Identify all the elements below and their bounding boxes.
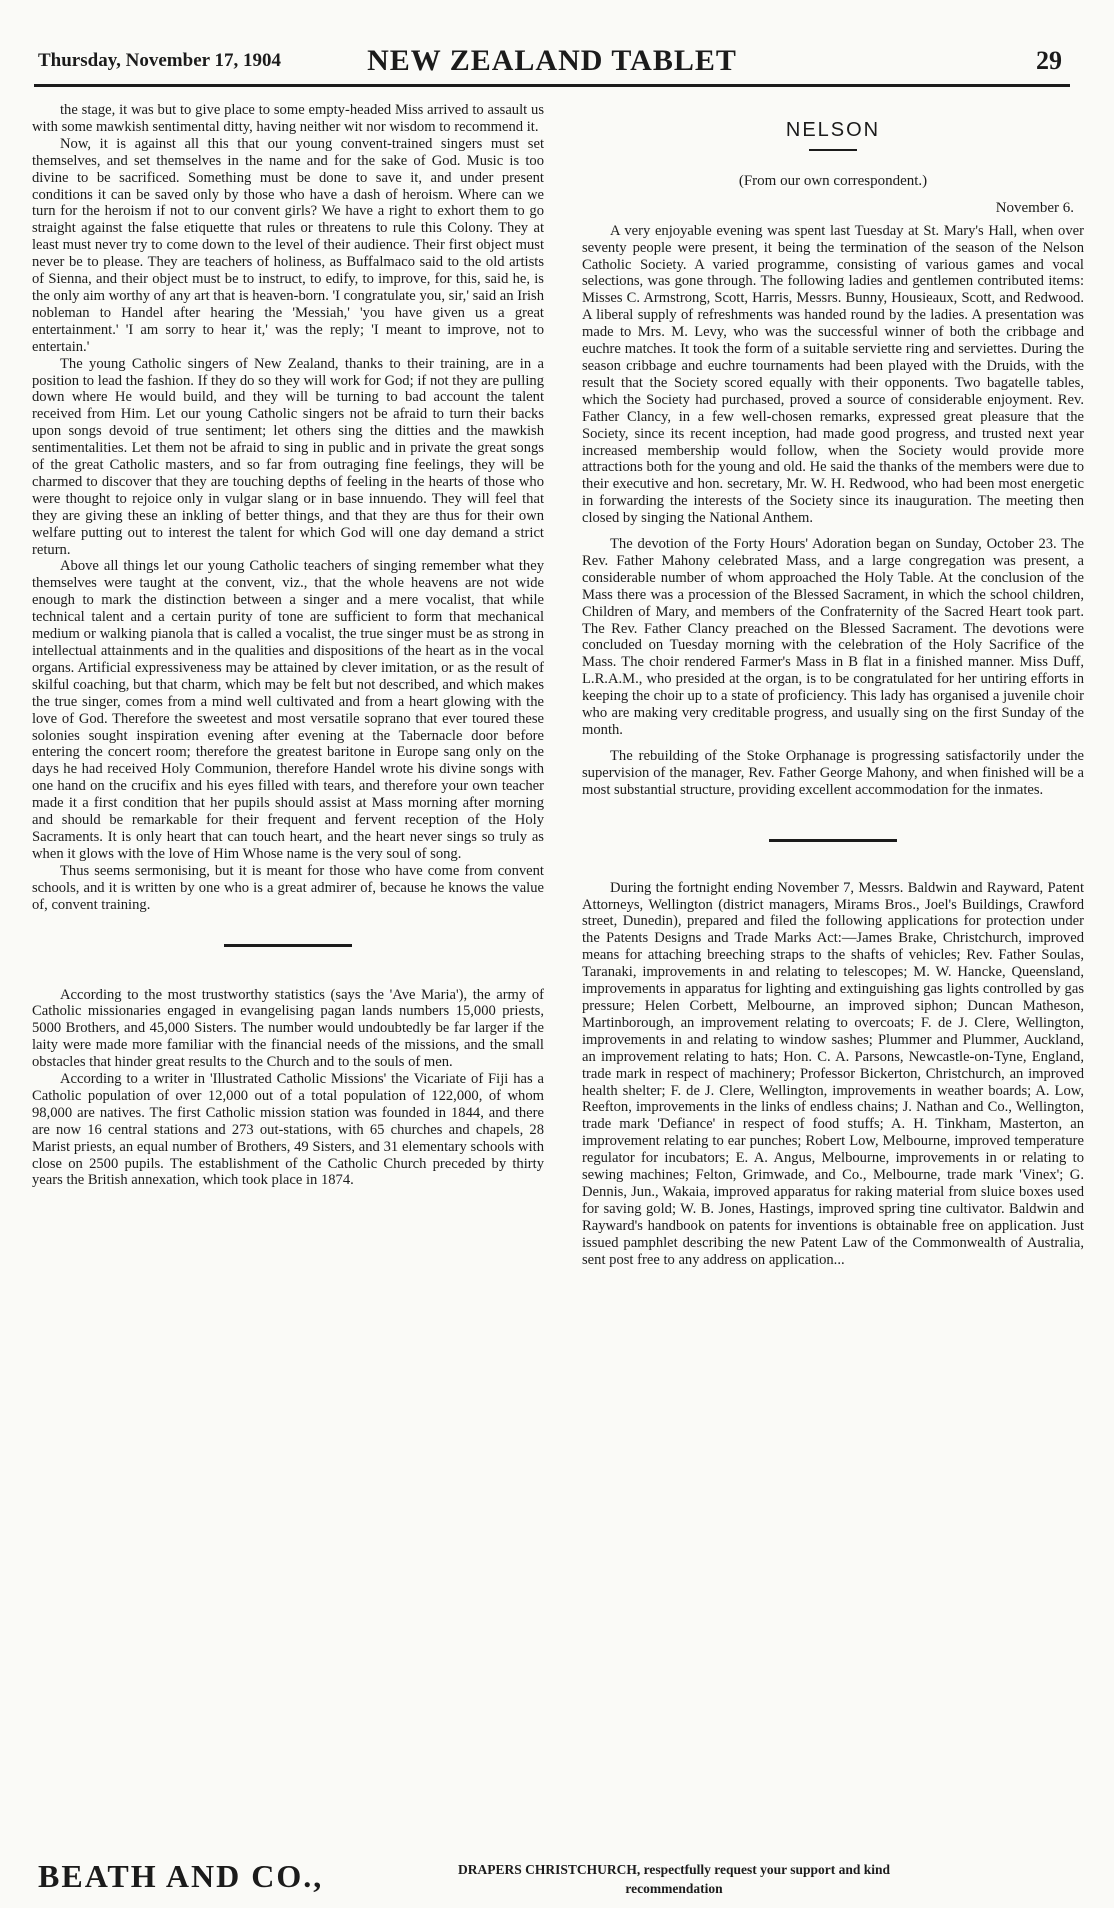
left-column <box>32 102 544 1189</box>
newspaper-title: NEW ZEALAND TABLET <box>367 44 737 77</box>
article-paragraph: Above all things let our young Catholic teachers of singing remember what they themselves were taught at the convent, viz., that the whole heavens are not wide enough to mark the distinction between a singer and a mere vocalist, that while technical talent and a certain purity of tone are sufficient to form that mechanical medium or walking pianola that is called a vocalist, the true singer must be as strong in intellectual attainments and in the qualities and dispositions of the heart as in the vocal organs. Artificial expressiveness may be attained by clever imitation, or as the result of skilful coaching, but that charm, which may be felt but not described, and which makes the true singer, comes from a mind well cultivated and from a heart glowing with the love of God. Therefore the sweetest and most versatile soprano that ever toured these solonies sought inspiration evening after evening at the Tabernacle door before entering the concert room; therefore the greatest baritone in Europe sang only on the days he had received Holy Communion, therefore Handel wrote his divine songs with one hand on the crucifix and his eyes filled with tears, and therefore your own teacher made it a first condition that her pupils should assist at Mass morning after morning and should be remarkable for their frequent and fervent reception of the Holy Sacraments. It is only heart that can touch heart, and the heart never sings so truly as when it glows with the love of Him Whose name is the very soul of song. <box>32 558 544 862</box>
advertisement-line: recommendation <box>625 1881 723 1896</box>
article-paragraph: The young Catholic singers of New Zealand, thanks to their training, are in a position to lead the fashion. If they do so they will work for God; if not they are pulling down where He would build, and they will be turning to bad account the talent received from Him. Let our young Catholic singers not be afraid to turn their backs upon songs devoid of true sentiment; let others sing the ditties and the mawkish sentimentalities. Let them not be afraid to sing in public and in private the great songs of the great Catholic masters, and so far from outraging fine feelings, they will be charmed to discover that they are touching depths of feeling in the hearts of those who were thought to rejoice only in vulgar slang or in base innuendo. They will feel that they are giving these an inkling of better things, and that they are thus for their own welfare putting out to interest the talent for which God will one day demand a strict return. <box>32 355 544 558</box>
advertisement-line: DRAPERS CHRISTCHURCH, respectfully request your support and kind <box>457 1862 891 1877</box>
right-column <box>582 102 1084 1268</box>
article-paragraph: Now, it is against all this that our young convent-trained singers must set themselves, and set themselves in the name and for the sake of God. Music is too divine to be sacrificed. Something must be done to save it, and under present conditions it can be saved only by those who have a dash of heroism. Where can we turn for the heroism if not to our convent girls? We have a right to exhort them to go straight against the false etiquette that rules or threatens to rule this Colony. They at least must never try to come down to the level of their audience. Their first object must never be to please. They are teachers of holiness, as Buffalmaco said to the old artists of Sienna, and their object must be to instruct, to edify, to improve, for this, said he, is the only aim worthy of any art that is heaven-born. 'I congratulate you, sir,' said an Irish nobleman to Handel after hearing the 'Messiah,' 'you have given us a great entertainment.' 'I am sorry to hear it,' was the reply; 'I meant to improve, not to entertain.' <box>32 135 544 355</box>
advertisement-footer <box>34 1858 1074 1898</box>
section-divider <box>769 839 897 842</box>
masthead <box>34 40 1070 87</box>
section-heading: NELSON <box>785 119 881 141</box>
advertisement-text <box>414 1860 934 1898</box>
heading-rule <box>809 149 857 151</box>
article-paragraph: The devotion of the Forty Hours' Adoration began on Sunday, October 23. The Rev. Father Mahony celebrated Mass, and a large congregation was present, a considerable number of whom approached the Holy Table. At the conclusion of the Mass there was a procession of the Blessed Sacrament, in which the school children, Children of Mary, and members of the Confraternity of the Sacred Heart took part. The Rev. Father Clancy preached on the Blessed Sacrament. The devotions were concluded on Tuesday morning with the celebration of the Holy Sacrifice of the Mass. The choir rendered Farmer's Mass in B flat in a finished manner. Miss Duff, L.R.A.M., who presided at the organ, is to be congratulated for her untiring efforts in keeping the choir up to a state of proficiency. This lady has organised a juvenile choir who are making very creditable progress, and usually sing on the first Sunday of the month. <box>582 536 1084 738</box>
issue-date: Thursday, November 17, 1904 <box>38 50 281 71</box>
correspondent-line: (From our own correspondent.) <box>738 172 928 189</box>
article-paragraph: A very enjoyable evening was spent last Tuesday at St. Mary's Hall, when over seventy people were present, it being the termination of the season of the Nelson Catholic Society. A varied programme, consisting of various games and vocal selections, was gone through. The following ladies and gentlemen contributed items: Misses C. Armstrong, Scott, Harris, Messrs. Bunny, Housieaux, Scott, and Redwood. A liberal supply of refreshments was handed round by the ladies. A presentation was made to Mrs. M. Levy, who was the successful winner of both the cribbage and euchre matches. It took the form of a suitable serviette ring and serviettes. During the season cribbage and euchre tournaments had been played with the Druids, with the result that the Society scored equally with their opponents. Two bagatelle tables, which the Society had purchased, proved a source of considerable enjoyment. Rev. Father Clancy, in a few well-chosen remarks, expressed great pleasure that the Society, since its recent inception, had made good progress, and trusted next year increased membership would follow, when the Society would provide more attractions both for the young and old. He said the thanks of the members were due to their executive and hon. secretary, Mr. W. H. Redwood, who had been most energetic in forwarding the interests of the Society since its inauguration. The meeting then closed by singing the National Anthem. <box>582 222 1084 527</box>
article-paragraph: According to the most trustworthy statistics (says the 'Ave Maria'), the army of Catholic missionaries engaged in evangelising pagan lands numbers 15,000 priests, 5000 Brothers, and 45,000 Sisters. The number would undoubtedly be far larger if the laity were made more familiar with the financial needs of the missions, and the small obstacles that hinder great results to the Church and to the souls of men. <box>32 986 544 1071</box>
page-number: 29 <box>1036 46 1062 75</box>
article-paragraph: According to a writer in 'Illustrated Catholic Missions' the Vicariate of Fiji has a Catholic population of over 12,000 out of a total population of 122,000, of whom 98,000 are natives. The first Catholic mission station was founded in 1844, and there are now 16 central stations and 273 out-stations, with 65 churches and chapels, 28 Marist priests, an equal number of Brothers, 49 Sisters, and 31 elementary schools with close on 2500 pupils. The establishment of the Catholic Church preceded by thirty years the British annexation, which took place in 1874. <box>32 1071 544 1189</box>
article-paragraph: the stage, it was but to give place to some empty-headed Miss arrived to assault us with some mawkish sentimental ditty, having neither wit nor wisdom to recommend it. <box>32 102 544 135</box>
advertiser-name: BEATH AND CO., <box>38 1858 324 1894</box>
article-paragraph: During the fortnight ending November 7, Messrs. Baldwin and Rayward, Patent Attorneys, Wellington (district managers, Mirams Bros., Joel's Buildings, Crawford street, Dunedin), prepared and filed the following applications for protection under the Patents Designs and Trade Marks Act:—James Brake, Christchurch, improved means for attaching breeching straps to the shafts of vehicles; Rev. Father Soulas, Taranaki, improvements in and relating to telescopes; M. W. Hancke, Queensland, improvements in apparatus for lighting and extinguishing gas lights controlled by gas pressure; Helen Corbett, Melbourne, an improved siphon; Duncan Matheson, Martinborough, an improvement relating to overcoats; F. de J. Clere, Wellington, improvements in and relating to window sashes; Plummer and Plummer, Auckland, an improvement relating to hats; Hon. C. A. Parsons, Newcastle-on-Tyne, England, trade mark in respect of machinery; Professor Bickerton, Christchurch, an improved health shelter; F. de J. Clere, Wellington, improvements in weather boards; A. Low, Reefton, improvements in the links of endless chains; J. Nathan and Co., Wellington, trade mark 'Defiance' in respect of food stuffs; A. H. Tinkham, Masterton, an improvement relating to ear punches; Robert Low, Melbourne, improved temperature regulator for incubators; E. A. Angus, Melbourne, improvements in or relating to sewing machines; Felton, Grimwade, and Co., Melbourne, trade mark 'Vinex'; G. Dennis, Jun., Wakaia, improved apparatus for raking material from sluice boxes used for saving gold; W. B. Jones, Hastings, improved spring tine cultivator. Baldwin and Rayward's handbook on patents for inventions is obtainable free on application. Just issued pamphlet describing the new Patent Law of the Commonwealth of Australia, sent post free to any address on application... <box>582 879 1084 1268</box>
section-divider <box>224 944 352 947</box>
dateline: November 6. <box>995 199 1074 216</box>
article-paragraph: Thus seems sermonising, but it is meant for those who have come from convent schools, and it is written by one who is a great admirer of, because he knows the value of, convent training. <box>32 862 544 913</box>
article-paragraph: The rebuilding of the Stoke Orphanage is progressing satisfactorily under the supervision of the manager, Rev. Father George Mahony, and when finished will be a most substantial structure, providing excellent accommodation for the inmates. <box>582 747 1084 798</box>
